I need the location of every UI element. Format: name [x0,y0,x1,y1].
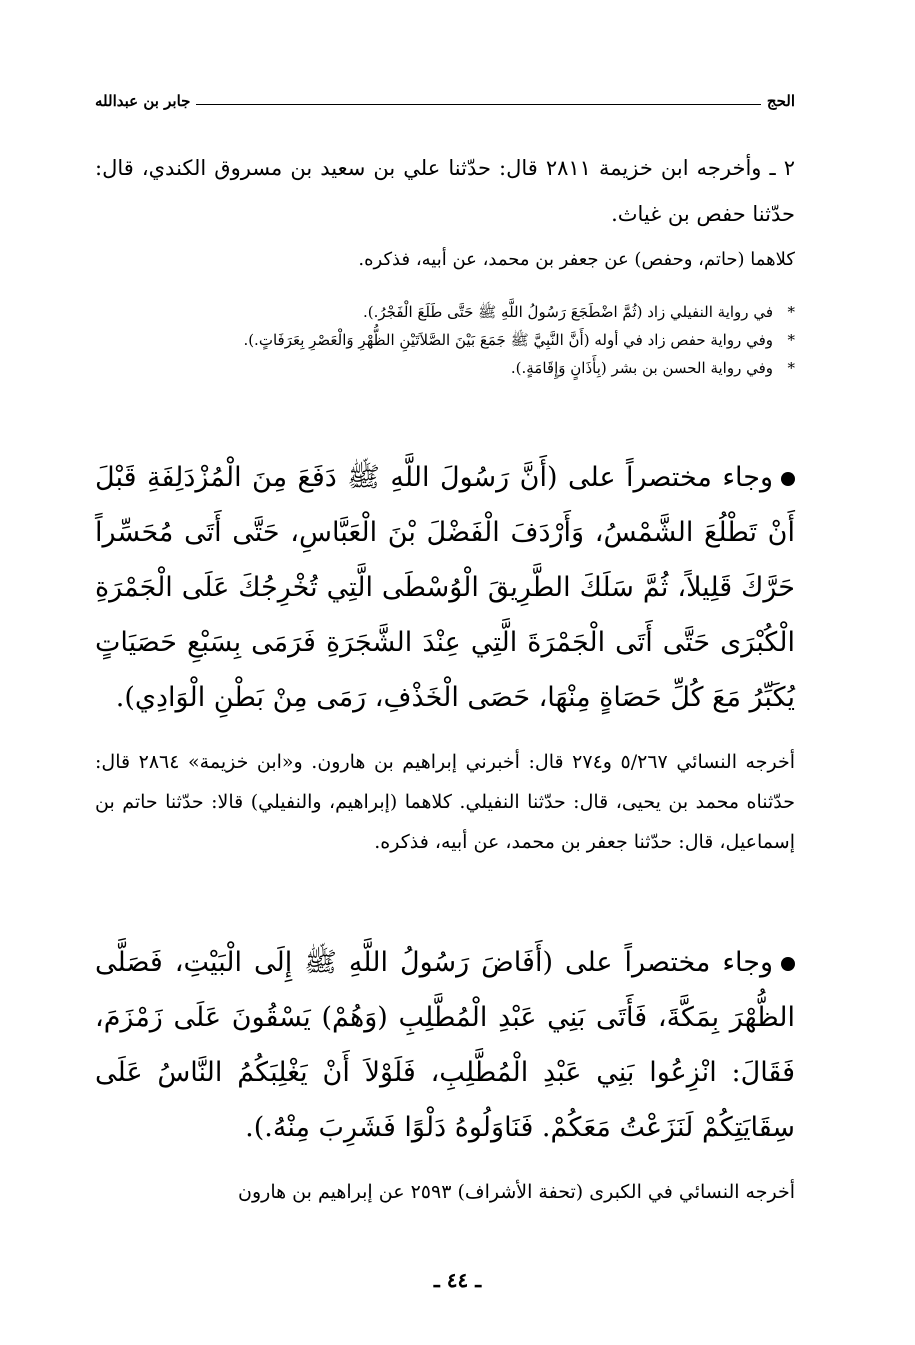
header-narrator: جابر بن عبدالله [95,92,191,110]
footnote-item [95,326,795,354]
hadith-paragraph [95,935,795,1155]
bullet-dot-icon [781,472,795,486]
running-header [95,92,795,110]
header-chapter-title: الحج [766,92,795,110]
footnote-item [95,298,795,326]
footnote-item [95,354,795,382]
isnad-paragraph: ٢ ـ وأخرجه ابن خزيمة ٢٨١١ قال: حدّثنا علي بن سعيد بن مسروق الكندي، قال: حدّثنا حفص بن غياث. [95,156,795,226]
header-rule [196,104,760,105]
footnote-text: وفي رواية حفص زاد في أوله (أَنَّ النَّبِيَّ ﷺ جَمَعَ بَيْنَ الصَّلاَتَيْنِ الظُّهْرِ وَالْعَصْرِ بِعَرَفَاتٍ.). [243,331,773,349]
hadith-text: وجاء مختصراً على (أَفَاضَ رَسُولُ اللَّهِ ﷺ إِلَى الْبَيْتِ، فَصَلَّى الظُّهْرَ بِمَكَّةَ، فَأَتَى بَنِي عَبْدِ الْمُطَّلِبِ (وَهُمْ) يَسْقُونَ عَلَى زَمْزَمَ، فَقَالَ: انْزِعُوا بَنِي عَبْدِ الْمُطَّلِبِ، فَلَوْلاَ أَنْ يَغْلِبَكُمُ النَّاسُ عَلَى سِقَايَتِكُمْ لَنَزَعْتُ مَعَكُمْ. فَنَاوَلُوهُ دَلْوًا فَشَرِبَ مِنْهُ.). [95,947,795,1143]
asterisk-icon: * [787,359,795,377]
bullet-dot-icon [781,957,795,971]
asterisk-icon: * [787,331,795,349]
summary-paragraph: كلاهما (حاتم، وحفص) عن جعفر بن محمد، عن أبيه، فذكره. [358,249,795,270]
asterisk-icon: * [787,303,795,321]
takhrij-paragraph: أخرجه النسائي في الكبرى (تحفة الأشراف) ٢٥٩٣ عن إبراهيم بن هارون [238,1181,795,1203]
footnote-text: وفي رواية الحسن بن بشر (بِأَذَانٍ وَإِقَامَةٍ.). [510,359,773,377]
takhrij-paragraph: أخرجه النسائي ٥/٢٦٧ و٢٧٤ قال: أخبرني إبراهيم بن هارون. و«ابن خزيمة» ٢٨٦٤ قال: حدّثناه محمد بن يحيى، قال: حدّثنا النفيلي. كلاهما (إبراهيم، والنفيلي) قالا: حدّثنا حاتم بن إسماعيل، قال: حدّثنا جعفر بن محمد، عن أبيه، فذكره. [95,751,795,853]
hadith-text: وجاء مختصراً على (أَنَّ رَسُولَ اللَّهِ ﷺ دَفَعَ مِنَ الْمُزْدَلِفَةِ قَبْلَ أَنْ تَطْلُعَ الشَّمْسُ، وَأَرْدَفَ الْفَضْلَ بْنَ الْعَبَّاسِ، حَتَّى أَتَى مُحَسِّراً حَرَّكَ قَلِيلاً، ثُمَّ سَلَكَ الطَّرِيقَ الْوُسْطَى الَّتِي تُخْرِجُكَ عَلَى الْجَمْرَةِ الْكُبْرَى حَتَّى أَتَى الْجَمْرَةَ الَّتِي عِنْدَ الشَّجَرَةِ فَرَمَى بِسَبْعِ حَصَيَاتٍ يُكَبِّرُ مَعَ كُلِّ حَصَاةٍ مِنْهَا، حَصَى الْخَذْفِ، رَمَى مِنْ بَطْنِ الْوَادِي). [95,462,795,713]
footnotes-list [95,298,795,382]
page-number: ـ ٤٤ ـ [433,1268,482,1292]
hadith-paragraph [95,450,795,725]
footnote-text: في رواية النفيلي زاد (ثُمَّ اضْطَجَعَ رَسُولُ اللَّهِ ﷺ حَتَّى طَلَعَ الْفَجْرُ.). [362,303,773,321]
